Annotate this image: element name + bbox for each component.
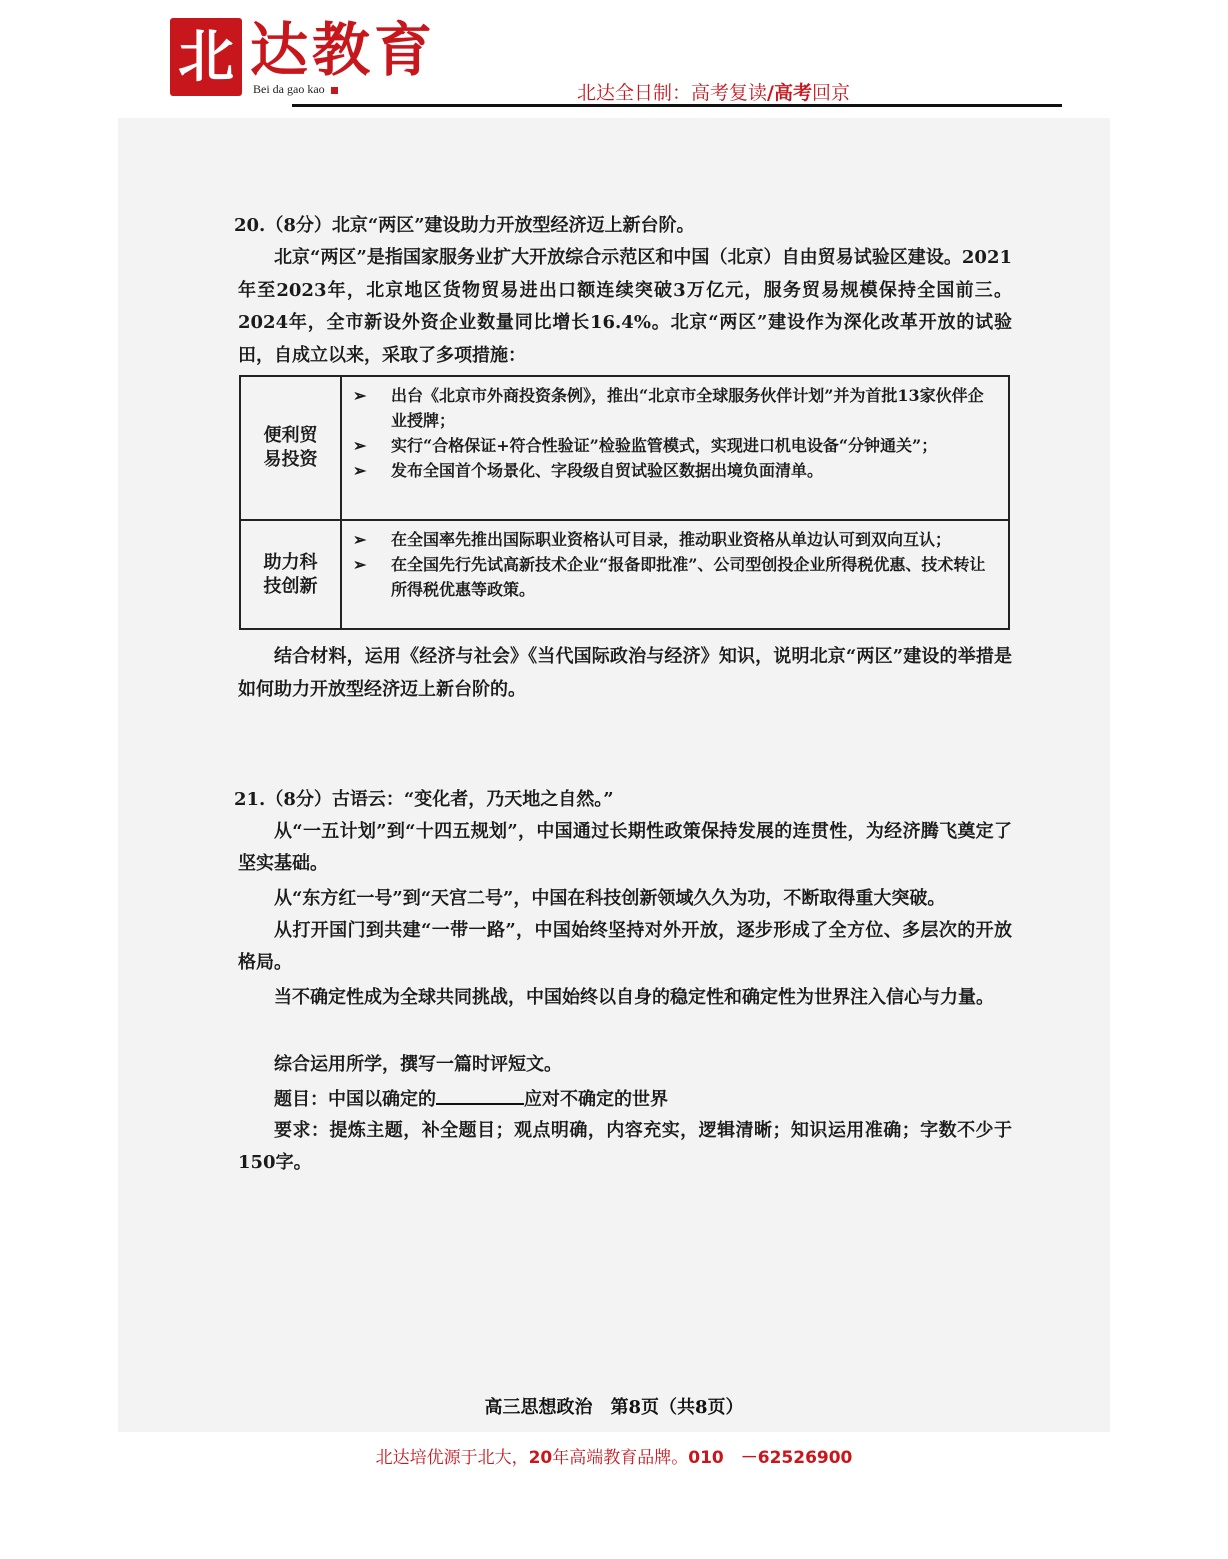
question-21-paragraph: 当不确定性成为全球共同挑战，中国始终以自身的稳定性和确定性为世界注入信心与力量。 [274,987,994,1008]
logo-mark [170,18,242,96]
list-item: ➢ 出台《北京市外商投资条例》，推出“北京市全球服务伙伴计划”并为首批13家伙伴企业授牌； [353,383,998,433]
table-row [241,521,1008,628]
logo-char: 北 [178,24,234,90]
page-number: 高三思想政治 第8页（共8页） [484,1397,744,1418]
table-items [353,383,998,483]
question-21-paragraph: 从“东方红一号”到“天宫二号”，中国在科技创新领域久久为功，不断取得重大突破。 [274,888,946,909]
question-20-material: 北京“两区”是指国家服务业扩大开放综合示范区和中国（北京）自由贸易试验区建设。2021年至2023年，北京地区货物贸易进出口额连续突破3万亿元，服务贸易规模保持全国前三。2024年，全市新设外资企业数量同比增长16.4%。北京“两区”建设作为深化改革开放的试验田，自成立以来，采取了多项措施： [238,247,1012,366]
list-item: ➢ 在全国率先推出国际职业资格认可目录，推动职业资格从单边认可到双向互认； [353,527,998,552]
fill-in-blank [436,1083,524,1105]
promo-footer: 北达培优源于北大，20年高端教育品牌。010 －62526900 [375,1448,853,1468]
arrow-bullet-icon: ➢ [353,530,367,549]
question-20-prompt: 结合材料，运用《经济与社会》《当代国际政治与经济》知识，说明北京“两区”建设的举措是如何助力开放型经济迈上新台阶的。 [238,646,1012,700]
table-items [353,527,998,602]
header-tagline: 北达全日制：高考复读/高考回京 [577,82,850,104]
table-category: 便利贸易投资 [241,377,342,519]
list-item: ➢ 发布全国首个场景化、字段级自贸试验区数据出境负面清单。 [353,458,998,483]
question-21-paragraph: 从“一五计划”到“十四五规划”，中国通过长期性政策保持发展的连贯性，为经济腾飞奠定了坚实基础。 [238,821,1012,874]
arrow-bullet-icon: ➢ [353,461,367,480]
list-item: ➢ 实行“合格保证+符合性验证”检验监管模式，实现进口机电设备“分钟通关”； [353,433,998,458]
table-row [241,377,1008,521]
question-20-title: 20.（8分）北京“两区”建设助力开放型经济迈上新台阶。 [234,215,695,236]
arrow-bullet-icon: ➢ [353,386,367,405]
logo-dot [331,87,338,94]
arrow-bullet-icon: ➢ [353,555,367,574]
logo-title: 达教育 [250,16,437,84]
question-21-requirement: 要求：提炼主题，补全题目；观点明确，内容充实，逻辑清晰；知识运用准确；字数不少于150字。 [238,1120,1012,1173]
question-21-task: 综合运用所学，撰写一篇时评短文。 [274,1054,562,1075]
question-21-title: 21.（8分）古语云：“变化者，乃天地之自然。” [234,789,614,810]
logo-subtitle: Bei da gao kao [253,82,338,97]
question-21-paragraph: 从打开国门到共建“一带一路”，中国始终坚持对外开放，逐步形成了全方位、多层次的开放格局。 [238,920,1012,973]
list-item: ➢ 在全国先行先试高新技术企业“报备即批准”、公司型创投企业所得税优惠、技术转让所得税优惠等政策。 [353,552,998,602]
header-divider [292,104,1062,107]
measures-table [239,375,1010,630]
table-category: 助力科技创新 [241,521,342,628]
arrow-bullet-icon: ➢ [353,436,367,455]
question-21-topic: 题目：中国以确定的 应对不确定的世界 [238,1083,1012,1116]
